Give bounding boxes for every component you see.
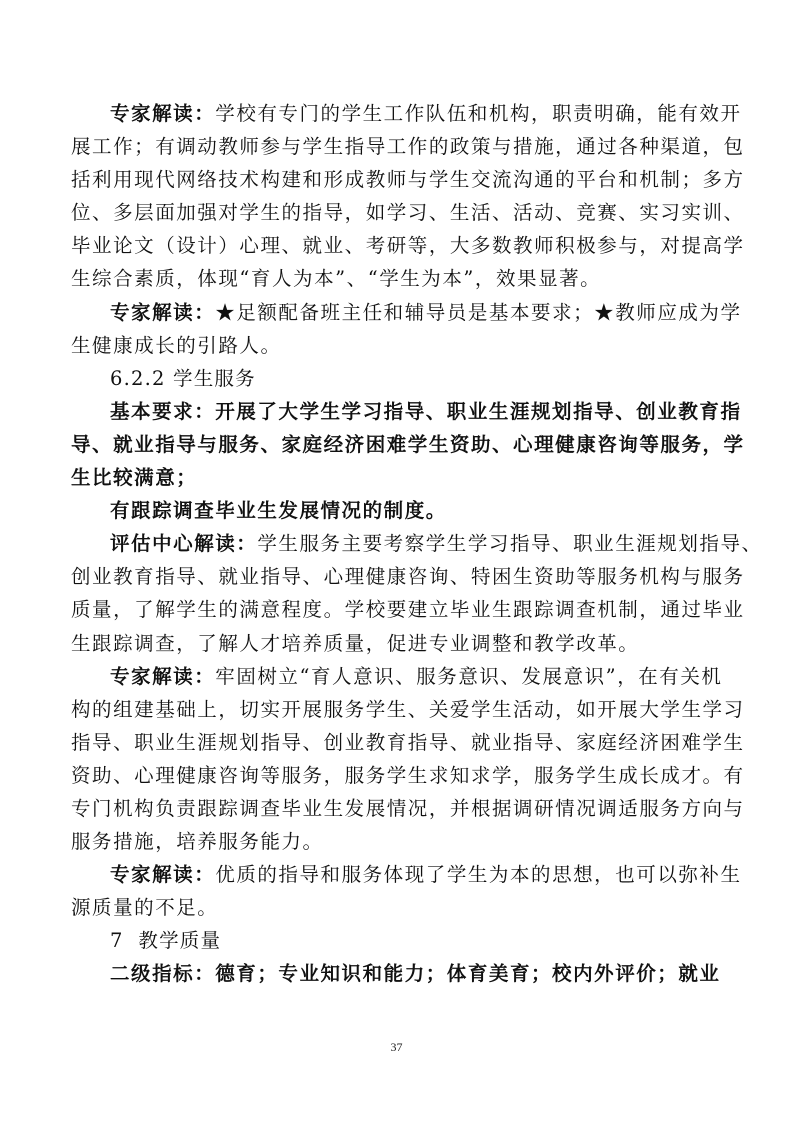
expert-commentary-paragraph-1 <box>71 97 745 296</box>
text-line: 指导、职业生涯规划指导、创业教育指导、就业指导、家庭经济困难学生 <box>71 730 745 754</box>
text-line: 专家解读：学校有专门的学生工作队伍和机构，职责明确，能有效开 <box>110 102 742 125</box>
text-line: 生健康成长的引路人。 <box>71 333 282 357</box>
text-line: 资助、心理健康咨询等服务，服务学生求知求学，服务学生成长成才。有 <box>71 763 745 787</box>
paragraph-lead: 专家解读： <box>110 664 216 688</box>
text-line: 位、多层面加强对学生的指导，如学习、生活、活动、竞赛、实习实训、 <box>71 201 745 225</box>
text-line: 括利用现代网络技术构建和形成教师与学生交流沟通的平台和机制；多方 <box>71 168 745 192</box>
text-line: 基本要求：开展了大学生学习指导、职业生涯规划指导、创业教育指 <box>110 399 742 423</box>
text-line: 生跟踪调查，了解人才培养质量，促进专业调整和教学改革。 <box>71 631 640 655</box>
text-line: 二级指标：德育；专业知识和能力；体育美育；校内外评价；就业 <box>110 962 721 986</box>
expert-commentary-paragraph-4 <box>71 858 742 924</box>
text-line: 服务措施，培养服务能力。 <box>71 830 324 854</box>
section-heading-7: 7 教学质量 <box>110 929 222 953</box>
paragraph-lead: 专家解读： <box>110 102 216 125</box>
text-line: 生比较满意； <box>71 466 198 490</box>
text-line: 展工作；有调动教师参与学生指导工作的政策与措施，通过各种渠道，包 <box>71 135 745 159</box>
tracking-survey-paragraph <box>110 494 692 527</box>
text-line: 源质量的不足。 <box>71 896 219 920</box>
text-line: 专家解读：★足额配备班主任和辅导员是基本要求；★教师应成为学 <box>110 300 742 324</box>
text-line: 生综合素质，体现“育人为本”、“学生为本”，效果显著。 <box>71 267 602 291</box>
text-line: 评估中心解读：学生服务主要考察学生学习指导、职业生涯规划指导、 <box>110 532 763 556</box>
paragraph-lead: 专家解读： <box>110 863 216 887</box>
text-line: 毕业论文（设计）心理、就业、考研等，大多数教师积极参与，对提高学 <box>71 234 745 258</box>
text-line: 专门机构负责跟踪调查毕业生发展情况，并根据调研情况调适服务方向与 <box>71 796 745 820</box>
document-body <box>71 97 763 991</box>
text-line: 有跟踪调查毕业生发展情况的制度。 <box>110 499 447 523</box>
paragraph-lead: 评估中心解读： <box>110 532 258 556</box>
secondary-indicators-paragraph <box>110 957 721 990</box>
paragraph-lead: 专家解读： <box>110 300 216 324</box>
assessment-center-commentary-paragraph <box>71 527 763 659</box>
section-heading-6-2-2: 6.2.2 学生服务 <box>110 366 256 390</box>
text-line: 导、就业指导与服务、家庭经济困难学生资助、心理健康咨询等服务，学 <box>71 432 745 456</box>
text-line: 构的组建基础上，切实开展服务学生、关爱学生活动，如开展大学生学习 <box>71 697 745 721</box>
expert-commentary-paragraph-2 <box>71 296 742 362</box>
basic-requirements-paragraph <box>71 395 745 494</box>
text-line: 创业教育指导、就业指导、心理健康咨询、特困生资助等服务机构与服务 <box>71 565 745 589</box>
text-line: 专家解读：优质的指导和服务体现了学生为本的思想，也可以弥补生 <box>110 863 742 887</box>
expert-commentary-paragraph-3 <box>71 660 745 859</box>
text-line: 质量，了解学生的满意程度。学校要建立毕业生跟踪调查机制，通过毕业 <box>71 598 745 622</box>
text-line: 专家解读：牢固树立“育人意识、服务意识、发展意识”，在有关机 <box>110 664 723 688</box>
page-number: 37 <box>390 1040 403 1054</box>
